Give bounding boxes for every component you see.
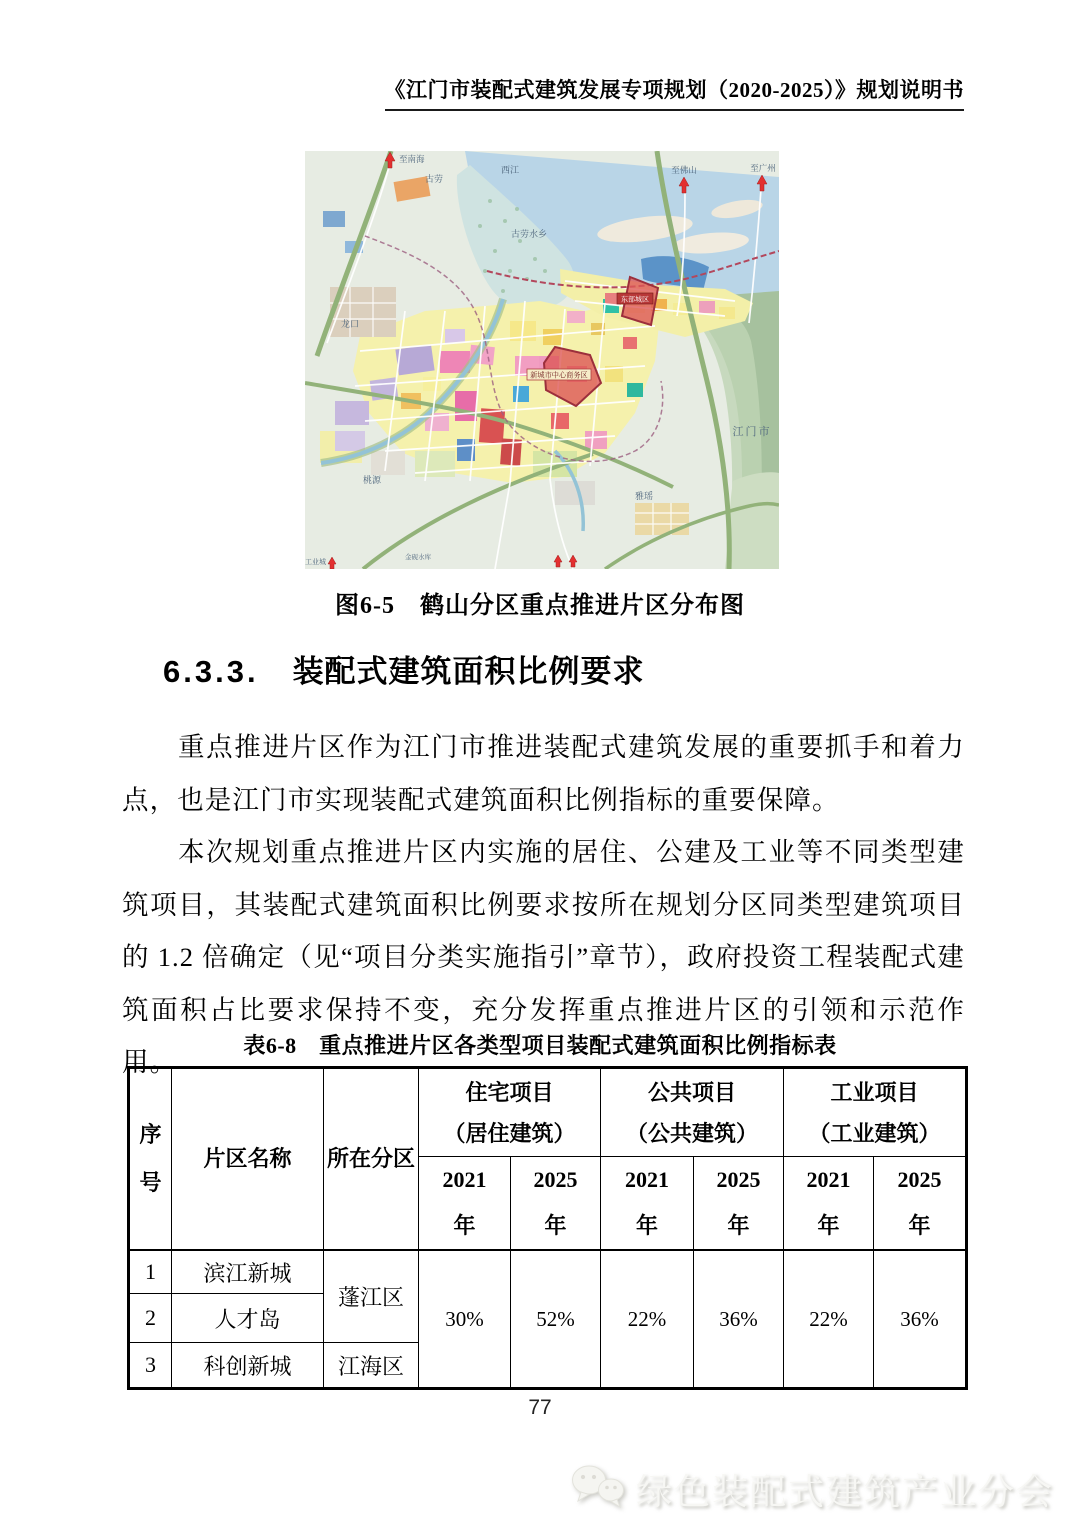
table-row: [129, 1250, 967, 1294]
col-header-residential: [419, 1068, 601, 1157]
planning-map: [305, 151, 779, 569]
page-number: 77: [528, 1396, 552, 1419]
industrial-title: 工业项目: [830, 1079, 919, 1105]
value-pub-2025: 36%: [694, 1250, 784, 1389]
value-pub-2021: 22%: [601, 1250, 694, 1389]
indicator-table: [127, 1066, 968, 1390]
label-industrial-town: 工业城: [305, 559, 326, 566]
label-xijiang: 西江: [501, 165, 520, 175]
residential-subtitle: （居住建筑）: [443, 1120, 576, 1146]
col-header-area-name: 片区名称: [172, 1068, 324, 1251]
row3-area-name: 科创新城: [172, 1343, 324, 1389]
footer-watermark: [570, 1463, 1054, 1516]
col-header-industrial: [784, 1068, 967, 1157]
ind-year-2025-header: 2025年: [874, 1157, 967, 1251]
watermark-text: 绿色装配式建筑产业分会: [635, 1471, 1054, 1512]
col-header-district: 所在分区: [324, 1068, 419, 1251]
label-east-district: 东部城区: [621, 296, 649, 304]
value-res-2021: 30%: [419, 1250, 511, 1389]
page-header-title: 《江门市装配式建筑发展专项规划（2020-2025）》规划说明书: [385, 74, 965, 111]
paragraph-1: 重点推进片区作为江门市推进装配式建筑发展的重要抓手和着力点，也是江门市实现装配式建筑面积比例指标的重要保障。: [122, 732, 965, 815]
value-res-2025: 52%: [511, 1250, 601, 1389]
figure-map: [305, 151, 779, 570]
label-to-guangzhou: 至广州: [750, 163, 776, 173]
figure-caption: 图6-5 鹤山分区重点推进片区分布图: [335, 593, 745, 619]
district-pengjiang: 蓬江区: [324, 1250, 419, 1343]
col-header-seq: 序号: [129, 1068, 172, 1251]
label-longkou: 龙口: [341, 319, 360, 329]
res-year-2025-header: 2025年: [511, 1157, 601, 1251]
industrial-subtitle: （工业建筑）: [808, 1120, 941, 1146]
wechat-bubbles-icon: [570, 1463, 626, 1516]
section-number: 6.3.3.: [163, 654, 259, 689]
value-ind-2021: 22%: [784, 1250, 874, 1389]
label-gulao-shuixiang: 古劳水乡: [511, 229, 548, 239]
table-caption: 表6-8 重点推进片区各类型项目装配式建筑面积比例指标表: [243, 1033, 837, 1058]
row1-area-name: 滨江新城: [172, 1250, 324, 1294]
pub-year-2021-header: 2021年: [601, 1157, 694, 1251]
value-ind-2025: 36%: [874, 1250, 967, 1389]
paragraph-2: 本次规划重点推进片区内实施的居住、公建及工业等不同类型建筑项目，其装配式建筑面积比例要求按所在规划分区同类型建筑项目的 1.2 倍确定（见“项目分类实施指引”章节），政府投资工程装配式建筑面积占比要求保持不变，充分发挥重点推进片区的引领和示范作用。: [122, 837, 965, 1077]
label-yayao: 雅瑶: [635, 491, 654, 501]
res-year-2021-header: 2021年: [419, 1157, 511, 1251]
label-gulao: 古劳: [425, 174, 444, 184]
public-subtitle: （公共建筑）: [626, 1120, 759, 1146]
label-new-cbd: 新城市中心商务区: [530, 370, 588, 380]
ind-year-2021-header: 2021年: [784, 1157, 874, 1251]
label-to-nanhai: 至南海: [399, 154, 425, 164]
label-jiangmen: 江门市: [732, 426, 772, 438]
row1-seq: 1: [129, 1250, 172, 1294]
section-title: 装配式建筑面积比例要求: [292, 654, 645, 689]
row2-area-name: 人才岛: [172, 1294, 324, 1343]
section-heading: [163, 646, 645, 691]
district-jianghai: 江海区: [324, 1343, 419, 1389]
label-to-foshan: 至佛山: [671, 165, 697, 175]
label-taoyuan: 桃源: [363, 475, 382, 485]
label-reservoir: 金砚水库: [405, 554, 431, 561]
public-title: 公共项目: [648, 1079, 737, 1105]
residential-title: 住宅项目: [465, 1079, 554, 1105]
row3-seq: 3: [129, 1343, 172, 1389]
row2-seq: 2: [129, 1294, 172, 1343]
col-header-public: [601, 1068, 784, 1157]
pub-year-2025-header: 2025年: [694, 1157, 784, 1251]
